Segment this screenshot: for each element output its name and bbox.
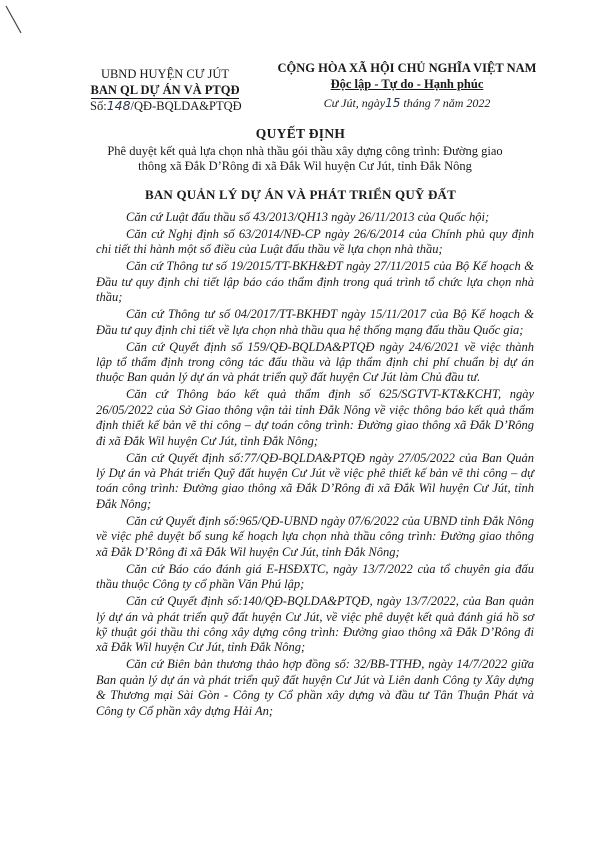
national-title: CỘNG HÒA XÃ HỘI CHỦ NGHĨA VIỆT NAM <box>277 61 537 75</box>
basis-paragraph: Căn cứ Báo cáo đánh giá E-HSĐXTC, ngày 13/7/2022 của tổ chuyên gia đấu thầu thuộc Công ty cổ phần Văn Phú lập; <box>96 561 534 592</box>
basis-paragraph: Căn cứ Quyết định số:77/QĐ-BQLDA&PTQĐ ngày 27/05/2022 của Ban Quản lý Dự án và Phát triển Quỹ đất huyện Cư Jút về việc phê thiết kế bản vẽ thi công – dự toán công trình: Đường giao thông xã Đắk D’Rông đi xã Đắk Wil huyện Cư Jút, tỉnh Đắk Nông; <box>96 450 534 511</box>
handwritten-number: 148 <box>106 98 131 113</box>
header-left <box>70 66 260 114</box>
issue-date: Cư Jút, ngày15 tháng 7 năm 2022 <box>323 96 491 110</box>
legal-basis <box>96 210 534 721</box>
basis-paragraph: Căn cứ Luật đấu thầu số 43/2013/QH13 ngày 26/11/2013 của Quốc hội; <box>126 210 490 224</box>
basis-paragraph: Căn cứ Quyết định số:965/QĐ-UBND ngày 07/6/2022 của UBND tỉnh Đắk Nông về việc phê duyệt bổ sung kế hoạch lựa chọn nhà thầu công trình: Đường giao thông xã Đắk D’Rông đi xã Đắk Wil huyện Cư Jút, tỉnh Đắk Nông; <box>96 513 534 559</box>
corner-pen-mark <box>4 4 26 36</box>
decision-title: QUYẾT ĐỊNH <box>255 126 346 141</box>
national-motto: Độc lập - Tự do - Hạnh phúc <box>330 77 484 91</box>
decision-subject: Phê duyệt kết quả lựa chọn nhà thầu gói thầu xây dựng công trình: Đường giao thông xã Đắk D’Rông đi xã Đắk Wil huyện Cư Jút, tỉnh Đắk Nông <box>107 144 503 173</box>
basis-paragraph: Căn cứ Nghị định số 63/2014/NĐ-CP ngày 26/6/2014 của Chính phủ quy định chi tiết thi hành một số điều của Luật đấu thầu về lựa chọn nhà thầu; <box>96 227 534 257</box>
basis-paragraph: Căn cứ Quyết định số:140/QĐ-BQLDA&PTQĐ, ngày 13/7/2022, của Ban quản lý dự án và phát triển quỹ đất huyện Cư Jút, về việc phê duyệt kết quả đánh giá hồ sơ kỹ thuật gói thầu thi công xây dựng công trình: Đường giao thông xã Đắk D’Rông đi xã Đắk Wil huyện Cư Jút, tỉnh Đắk Nông; <box>96 594 534 655</box>
document-number: Số:148/QĐ-BQLDA&PTQĐ <box>90 98 242 113</box>
handwritten-day: 15 <box>385 96 401 110</box>
agency-name: UBND HUYỆN CƯ JÚT <box>100 67 230 81</box>
agency-subunit: BAN QL DỰ ÁN VÀ PTQĐ <box>90 83 240 97</box>
issuing-board: BAN QUẢN LÝ DỰ ÁN VÀ PHÁT TRIỂN QUỸ ĐẤT <box>144 187 457 202</box>
basis-paragraph: Căn cứ Thông tư số 19/2015/TT-BKH&ĐT ngày 27/11/2015 của Bộ Kế hoạch & Đầu tư quy định chi tiết lập báo cáo thẩm định trong quá trình tổ chức lựa chọn nhà thầu; <box>96 259 534 305</box>
basis-paragraph: Căn cứ Biên bản thương thảo hợp đồng số: 32/BB-TTHĐ, ngày 14/7/2022 giữa Ban quản lý dự án và phát triển quỹ đất huyện Cư Jút và Liên danh Công ty Xây dựng & Thương mại Sài Gòn - Công ty Cổ phần xây dựng và đầu tư Tân Thuận Phát và Công ty Cổ phần xây dựng Hải An; <box>96 657 534 718</box>
header-right <box>262 60 552 111</box>
basis-paragraph: Căn cứ Thông tư số 04/2017/TT-BKHĐT ngày 15/11/2017 của Bộ Kế hoạch & Đầu tư quy định chi tiết về lựa chọn nhà thầu qua hệ thống mạng đấu thầu Quốc gia; <box>96 307 534 337</box>
motto-line <box>262 76 552 92</box>
basis-paragraph: Căn cứ Thông báo kết quả thẩm định số 625/SGTVT-KT&KCHT, ngày 26/05/2022 của Sở Giao thông vận tải tỉnh Đắk Nông về việc thông báo kết quả thẩm định thiết kế bản vẽ thi công – dự toán công trình: Đường giao thông xã Đắk D’Rông đi xã Đắk Wil huyện Cư Jút, tỉnh Đắk Nông; <box>96 387 534 448</box>
basis-paragraph: Căn cứ Quyết định số 159/QĐ-BQLDA&PTQĐ ngày 24/6/2021 về việc thành lập tổ thẩm định trong công tác đấu thầu và lập thẩm định chi phí chuẩn bị dự án thuộc Ban quản lý dự án và phát triển quỹ đất huyện Cư Jút làm Chủ đầu tư. <box>96 339 534 385</box>
